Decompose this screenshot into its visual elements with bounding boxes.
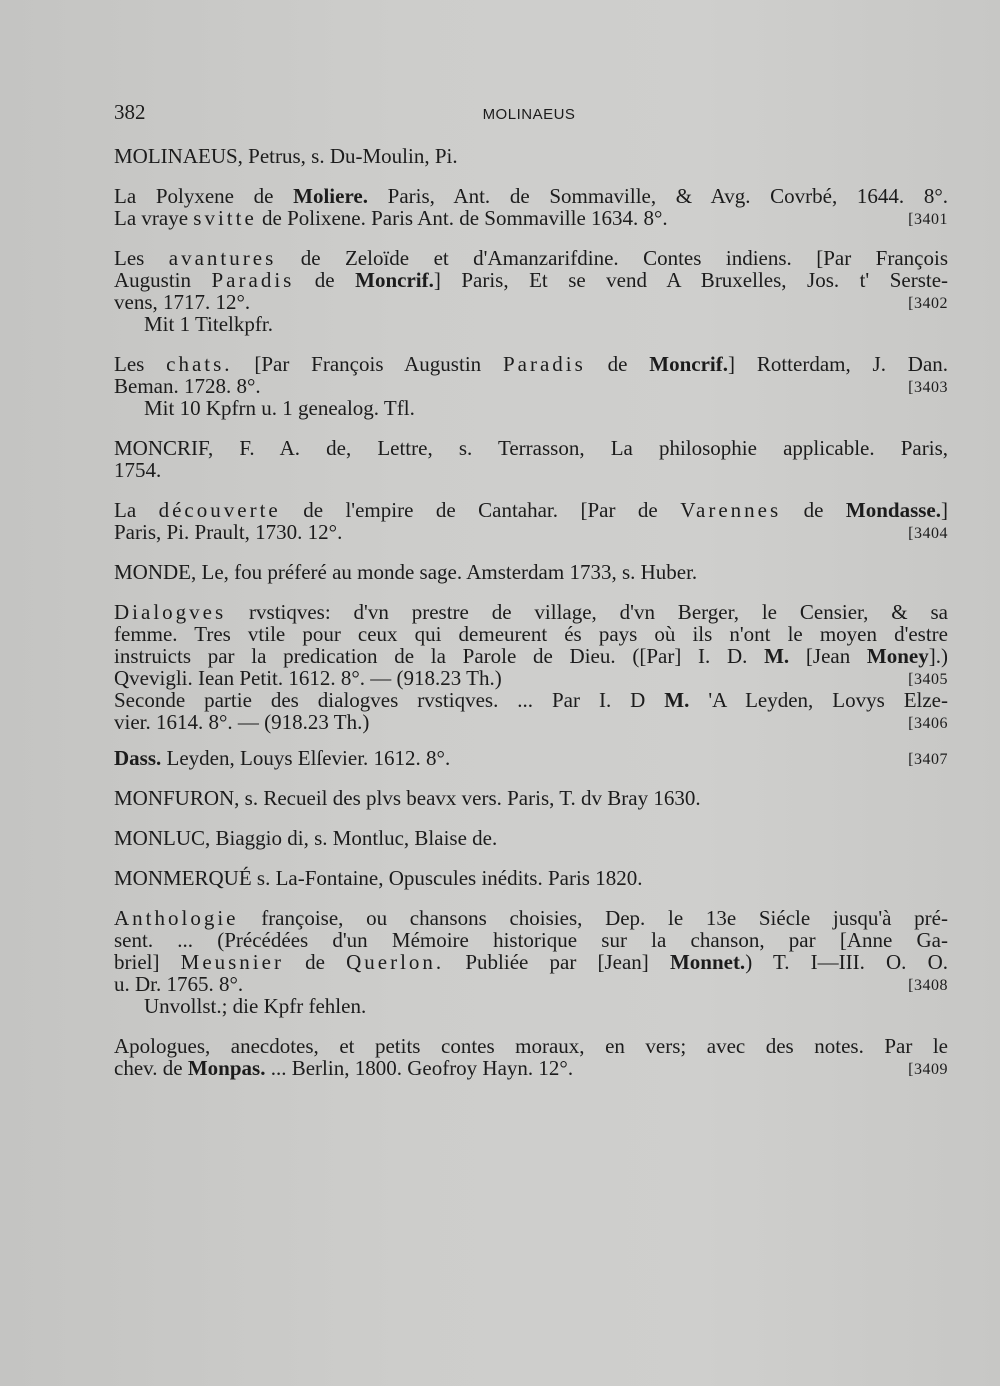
entry-line: 1754.: [114, 458, 162, 482]
text: Les: [114, 246, 169, 270]
spaced-word: Paradis: [502, 352, 586, 376]
text: chev. de: [114, 1056, 188, 1080]
text: Publiée par [Jean]: [444, 950, 670, 974]
entry-note: Mit 10 Kpfrn u. 1 genealog. Tfl.: [144, 396, 415, 420]
text: [Jean: [789, 644, 867, 668]
entry-line: [114, 951, 948, 973]
entry-line: sent. ... (Précédées d'un Mémoire historique sur la chanson, par [Anne Ga-: [114, 928, 948, 952]
text: Paris, Ant. de Sommaville, & Avg. Covrbé, 1644. 8°.: [367, 184, 948, 208]
text: La: [114, 498, 159, 522]
entry-line: [114, 1057, 948, 1079]
entry-3402: [114, 247, 948, 335]
entry-note: Mit 1 Titelkpfr.: [144, 312, 273, 336]
entry-note: Unvollst.; die Kpfr fehlen.: [144, 994, 367, 1018]
entry-line: [114, 247, 948, 269]
entry-3405-3406: [114, 601, 948, 733]
text: [Par François Augustin: [232, 352, 503, 376]
entry-line: MONCRIF, F. A. de, Lettre, s. Terrasson, La philosophie applicable. Paris,: [114, 436, 948, 460]
text: ] Rotterdam, J. Dan.: [728, 352, 949, 376]
entry-line: MONFURON, s. Recueil des plvs beavx vers. Paris, T. dv Bray 1630.: [114, 786, 701, 810]
spaced-word: Dialogves: [114, 600, 227, 624]
text: ]: [941, 498, 948, 522]
text: Augustin: [114, 268, 212, 292]
entry-number: [3402: [908, 295, 948, 312]
author-name: Dass.: [114, 746, 162, 770]
entry-line: [114, 689, 948, 711]
entry-line: Paris, Pi. Prault, 1730. 12°.: [114, 520, 343, 544]
entry-number: [3403: [908, 379, 948, 396]
spaced-word: Querlon.: [346, 950, 445, 974]
entry-line: [114, 207, 948, 229]
entry-3407: [114, 747, 948, 769]
entry-line: MONLUC, Biaggio di, s. Montluc, Blaise de.: [114, 826, 498, 850]
text: de: [585, 352, 650, 376]
text: Les: [114, 352, 167, 376]
author-name: Moncrif.: [355, 268, 434, 292]
spaced-word: Varennes: [680, 498, 782, 522]
entry-line: vier. 1614. 8°. — (918.23 Th.): [114, 710, 370, 734]
text: françoise, ou chansons choisies, Dep. le 13e Siécle jusqu'à pré-: [238, 906, 948, 930]
entry-monde: [114, 561, 948, 583]
entry-3408: [114, 907, 948, 1017]
entry-monluc: [114, 827, 948, 849]
author-name: Money: [866, 644, 929, 668]
spaced-word: Anthologie: [114, 906, 239, 930]
text: de: [283, 950, 347, 974]
entry-number: [3407: [908, 751, 948, 768]
page-number: 382: [114, 100, 146, 124]
spaced-word: svitte: [193, 206, 257, 230]
entry-line: [114, 353, 948, 375]
entry-line: MONMERQUÉ s. La-Fontaine, Opuscules inédits. Paris 1820.: [114, 866, 643, 890]
entry-moncrif: [114, 437, 948, 481]
text: 'A Leyden, Lovys Elze-: [689, 688, 948, 712]
text: ] Paris, Et se vend A Bruxelles, Jos. t' Serste-: [433, 268, 949, 292]
entry-3404: [114, 499, 948, 543]
spaced-word: avantures: [168, 246, 277, 270]
entry-monfuron: [114, 787, 948, 809]
author-name: Monnet.: [669, 950, 746, 974]
author-name: Mondasse.: [845, 498, 941, 522]
entry-line: MONDE, Le, fou préferé au monde sage. Amsterdam 1733, s. Huber.: [114, 560, 698, 584]
entry-line: [114, 601, 948, 623]
author-name: Monpas.: [187, 1056, 266, 1080]
entry-3403: [114, 353, 948, 419]
entry-line: [114, 747, 948, 769]
entry-number: [3409: [908, 1061, 948, 1078]
entry-line: [114, 499, 948, 521]
text: de Zeloïde et d'Amanzarifdine. Contes indiens. [Par François: [276, 246, 949, 270]
author-name: M.: [664, 688, 690, 712]
author-name: Moliere.: [293, 184, 368, 208]
entry-3401: [114, 185, 948, 229]
text: ) T. I—III. O. O.: [745, 950, 949, 974]
entry-line: [114, 269, 948, 291]
entry-number: [3405: [908, 671, 948, 688]
entry-molinaeus: [114, 145, 948, 167]
text: instruicts par la predication de la Parole de Dieu. ([Par] I. D.: [114, 644, 765, 668]
spaced-word: Meusnier: [180, 950, 284, 974]
text: de Polixene. Paris Ant. de Sommaville 1634. 8°.: [256, 206, 668, 230]
page-header: [114, 100, 944, 130]
entry-line: [114, 907, 948, 929]
text: ].): [928, 644, 948, 668]
entry-number: [3404: [908, 525, 948, 542]
text: briel]: [114, 950, 181, 974]
author-name: Moncrif.: [649, 352, 729, 376]
catalog-entries: [114, 145, 948, 1097]
text: La Polyxene de: [114, 184, 294, 208]
entry-line: Beman. 1728. 8°.: [114, 374, 261, 398]
spaced-word: découverte: [158, 498, 281, 522]
text: de: [781, 498, 846, 522]
entry-line: Apologues, anecdotes, et petits contes moraux, en vers; avec des notes. Par le: [114, 1034, 948, 1058]
author-name: M.: [764, 644, 790, 668]
text: ... Berlin, 1800. Geofroy Hayn. 12°.: [265, 1056, 574, 1080]
entry-line: femme. Tres vtile pour ceux qui demeurent és pays où ils n'ont le moyen d'estre: [114, 622, 948, 646]
entry-line: [114, 185, 948, 207]
text: rvstiqves: d'vn prestre de village, d'vn Berger, le Censier, & sa: [226, 600, 948, 624]
text: La vraye: [114, 206, 194, 230]
entry-3409: [114, 1035, 948, 1079]
entry-monmerque: [114, 867, 948, 889]
entry-line: vens, 1717. 12°.: [114, 290, 251, 314]
text: de l'empire de Cantahar. [Par de: [280, 498, 681, 522]
entry-text: MOLINAEUS, Petrus, s. Du-Moulin, Pi.: [114, 144, 458, 168]
entry-line: u. Dr. 1765. 8°.: [114, 972, 244, 996]
running-head: MOLINAEUS: [482, 106, 576, 123]
spaced-word: Paradis: [211, 268, 295, 292]
entry-number: [3406: [908, 715, 948, 732]
entry-number: [3408: [908, 977, 948, 994]
entry-line: [114, 645, 948, 667]
text: Seconde partie des dialogves rvstiqves. ... Par I. D: [114, 688, 665, 712]
spaced-word: chats.: [166, 352, 233, 376]
text: Leyden, Louys Elſevier. 1612. 8°.: [161, 746, 451, 770]
entry-line: Qvevigli. Iean Petit. 1612. 8°. — (918.23 Th.): [114, 666, 502, 690]
text: de: [294, 268, 356, 292]
entry-number: [3401: [908, 211, 948, 228]
